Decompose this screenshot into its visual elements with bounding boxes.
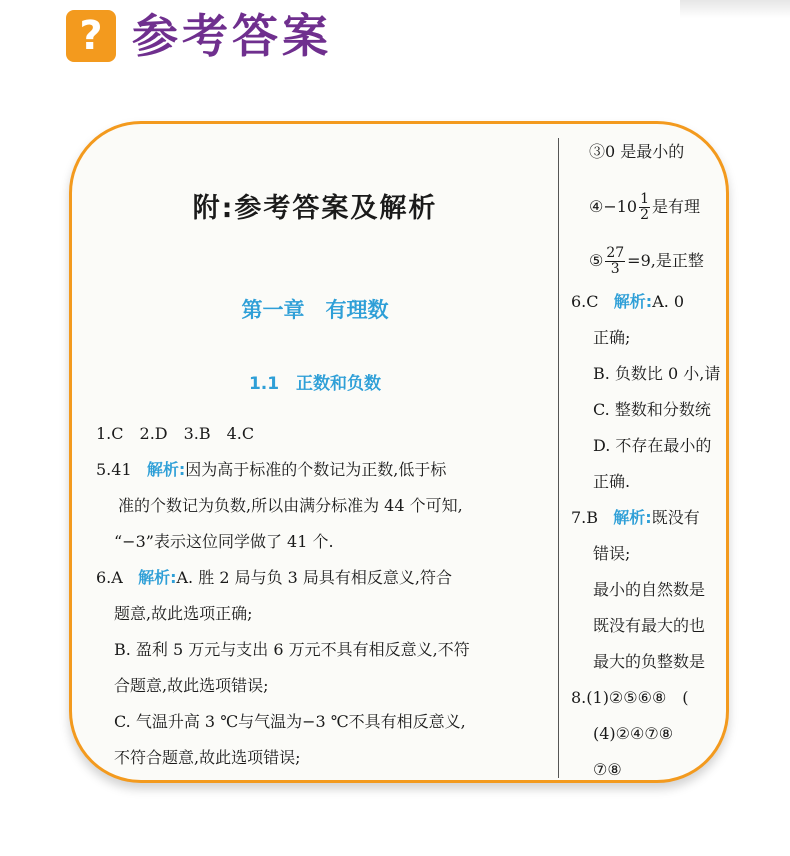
answer-8-right: 8.(1)②⑤⑥⑧ (	[571, 688, 689, 707]
text-line: 最大的负整数是	[593, 652, 706, 671]
text-line: B. 负数比 0 小,请	[593, 364, 721, 383]
text-line: 题意,故此选项正确;	[114, 604, 253, 623]
text-line: 准的个数记为负数,所以由满分标准为 44 个可知,	[118, 496, 463, 515]
text-line: C. 整数和分数统	[593, 400, 711, 419]
answer-6	[96, 568, 452, 588]
analysis-label: 解析:	[146, 460, 186, 479]
answer-7-right	[571, 508, 700, 528]
right-column	[569, 124, 729, 780]
header-title: 参考答案	[132, 9, 332, 63]
analysis-text: A. 0	[652, 292, 685, 311]
answer-5	[96, 460, 446, 480]
text-line: 既没有最大的也	[593, 616, 706, 635]
answer-number: 7.B	[571, 508, 599, 527]
text-line: 不符合题意,故此选项错误;	[114, 748, 301, 767]
question-mark-icon: ?	[66, 10, 116, 62]
left-column	[72, 124, 558, 780]
analysis-text: A. 胜 2 局与负 3 局具有相反意义,符合	[176, 568, 453, 587]
text-line: 错误;	[593, 544, 631, 563]
text-line: (4)②④⑦⑧	[593, 724, 674, 743]
section-heading: 1.1 正数和负数	[248, 374, 382, 394]
text-line: 最小的自然数是	[593, 580, 706, 599]
text-line: 合题意,故此选项错误;	[114, 676, 269, 695]
page-title: 附:参考答案及解析	[192, 193, 438, 224]
answer-number: 6.A	[96, 568, 123, 587]
text-line: D. 不存在最小的	[593, 436, 712, 455]
text-line-fraction: ④−10 $\frac{1}{2}$ 是有理	[589, 191, 701, 223]
fraction: $\frac{27}{3}$	[606, 245, 625, 277]
text-line: “−3”表示这位同学做了 41 个.	[114, 532, 334, 551]
analysis-text: 因为高于标准的个数记为正数,低于标	[185, 460, 447, 479]
analysis-label: 解析:	[613, 292, 653, 311]
text-line: ③0 是最小的	[589, 142, 685, 161]
chapter-heading: 第一章 有理数	[241, 298, 389, 322]
analysis-label: 解析:	[138, 568, 177, 587]
column-divider	[558, 138, 559, 778]
fraction: $\frac{1}{2}$	[640, 191, 650, 223]
corner-shadow	[680, 0, 790, 18]
answer-6-right	[571, 292, 684, 312]
answer-line-1-4: 1.C 2.D 3.B 4.C	[96, 424, 255, 443]
text-line: 正确;	[593, 328, 631, 347]
text-line: 正确.	[593, 472, 631, 491]
text-line-fraction: ⑤ $\frac{27}{3}$ =9,是正整	[589, 245, 704, 277]
text-line: ⑦⑧	[593, 760, 622, 779]
analysis-text: 既没有	[651, 508, 700, 527]
answer-number: 5.41	[96, 460, 132, 479]
answer-number: 6.C	[571, 292, 599, 311]
answer-page-frame	[69, 121, 729, 783]
text-line: B. 盈利 5 万元与支出 6 万元不具有相反意义,不符	[114, 640, 470, 659]
analysis-label: 解析:	[613, 508, 652, 527]
text-line: C. 气温升高 3 ℃与气温为−3 ℃不具有相反意义,	[114, 712, 466, 731]
